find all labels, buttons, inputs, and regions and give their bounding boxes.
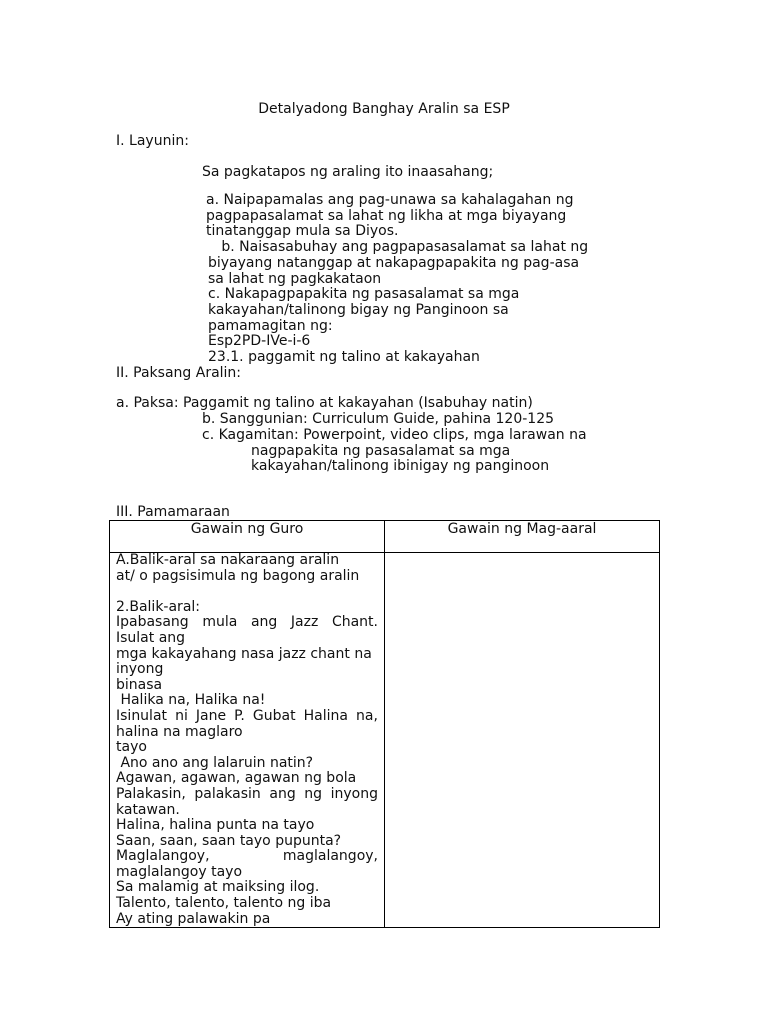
activity-line: Saan, saan, saan tayo pupunta? [116, 832, 342, 849]
activity-word: Chant. [331, 614, 378, 631]
section-heading-paksang-aralin: II. Paksang Aralin: [116, 365, 242, 381]
activity-line: mga kakayahang nasa jazz chant na [116, 645, 372, 662]
paksa-line: a. Paksa: Paggamit ng talino at kakayahan (Isabuhay natin) [116, 395, 533, 411]
activity-line [116, 709, 378, 725]
objective-line: biyayang natanggap at nakapagpapakita ng pag-asa [208, 254, 580, 271]
activity-word: Ipabasang [116, 614, 189, 631]
table-row [110, 553, 660, 928]
activity-line: tayo [116, 739, 147, 756]
activity-word: Gubat [252, 707, 296, 724]
activity-line: Agawan, agawan, agawan ng bola [116, 770, 357, 787]
activity-word: ng [304, 785, 323, 802]
activity-word: inyong [330, 785, 378, 802]
objective-line: 23.1. paggamit ng talino at kakayahan [208, 349, 480, 366]
activity-word: ang [269, 785, 296, 802]
table-header-row [110, 521, 660, 553]
activity-word: Isinulat [116, 707, 168, 724]
kagamitan-line-2: nagpapakita ng pasasalamat sa mga [251, 443, 511, 459]
activity-word: Halina [303, 707, 348, 724]
activity-word: Maglalangoy, [116, 848, 210, 865]
objectives-list [206, 193, 588, 366]
objective-line: c. Nakapagpapakita ng pasasalamat sa mga [208, 286, 520, 303]
activity-line: Ano ano ang lalaruin natin? [116, 754, 314, 771]
activity-line [116, 584, 378, 600]
section-heading-layunin: I. Layunin: [116, 133, 189, 149]
activity-word: Palakasin, [116, 785, 186, 802]
activity-word: Jazz [290, 614, 319, 631]
activity-line: Sa malamig at maiksing ilog. [116, 879, 320, 896]
objective-line: pagpapasalamat sa lahat ng likha at mga biyayang [206, 207, 567, 224]
activity-line: maglalangoy tayo [116, 863, 243, 880]
activity-line: Ay ating palawakin pa [116, 910, 271, 927]
kagamitan-line-3: kakayahan/talinong ibinigay ng panginoon [251, 458, 550, 474]
layunin-intro: Sa pagkatapos ng araling ito inaasahang; [202, 164, 494, 180]
activity-word: Jane [195, 707, 227, 724]
activity-line: at/ o pagsisimula ng bagong aralin [116, 567, 360, 584]
objective-line: b. Naisasabuhay ang pagpapasasalamat sa lahat ng [208, 239, 589, 256]
activity-word: palakasin [194, 785, 261, 802]
activity-line [116, 849, 378, 865]
activity-line [116, 787, 378, 803]
objective-line: kakayahan/talinong bigay ng Panginoon sa [208, 301, 509, 318]
activity-line: A.Balik-aral sa nakaraang aralin [116, 552, 340, 568]
sanggunian-line: b. Sanggunian: Curriculum Guide, pahina 120-125 [202, 411, 555, 427]
activity-line: inyong [116, 661, 164, 678]
activity-line: halina na maglaro [116, 723, 243, 740]
objective-line: a. Naipapamalas ang pag-unawa sa kahalagahan ng [206, 192, 574, 208]
teacher-activities-text [110, 553, 384, 927]
teacher-activities-cell [110, 553, 385, 928]
activity-word: ang [250, 614, 278, 631]
lesson-activity-table [109, 520, 660, 928]
activity-word: maglalangoy, [282, 848, 378, 865]
kagamitan-line-1: c. Kagamitan: Powerpoint, video clips, mga larawan na [202, 427, 587, 443]
section-heading-pamamaraan: III. Pamamaraan [116, 504, 230, 520]
activity-word: mula [202, 614, 238, 631]
activity-line: katawan. [116, 801, 180, 818]
student-activities-cell [385, 553, 660, 928]
activity-word: ni [175, 707, 188, 724]
objective-line: Esp2PD-IVe-i-6 [208, 333, 311, 350]
column-header-teacher: Gawain ng Guro [110, 521, 385, 553]
activity-line: binasa [116, 676, 163, 693]
objective-line: pamamagitan ng: [208, 317, 333, 334]
activity-word: na, [356, 707, 378, 724]
activity-line: 2.Balik-aral: [116, 598, 200, 615]
activity-word: P. [234, 707, 245, 724]
column-header-student: Gawain ng Mag-aaral [385, 521, 660, 553]
activity-line: Isulat ang [116, 629, 186, 646]
objective-line: tinatanggap mula sa Diyos. [206, 223, 399, 240]
objective-line: sa lahat ng pagkakataon [208, 270, 382, 287]
activity-line: Halina, halina punta na tayo [116, 817, 315, 834]
activity-line: Halika na, Halika na! [116, 692, 266, 709]
document-title: Detalyadong Banghay Aralin sa ESP [258, 101, 510, 117]
activity-line: Talento, talento, talento ng iba [116, 895, 332, 912]
activity-line [116, 615, 378, 631]
